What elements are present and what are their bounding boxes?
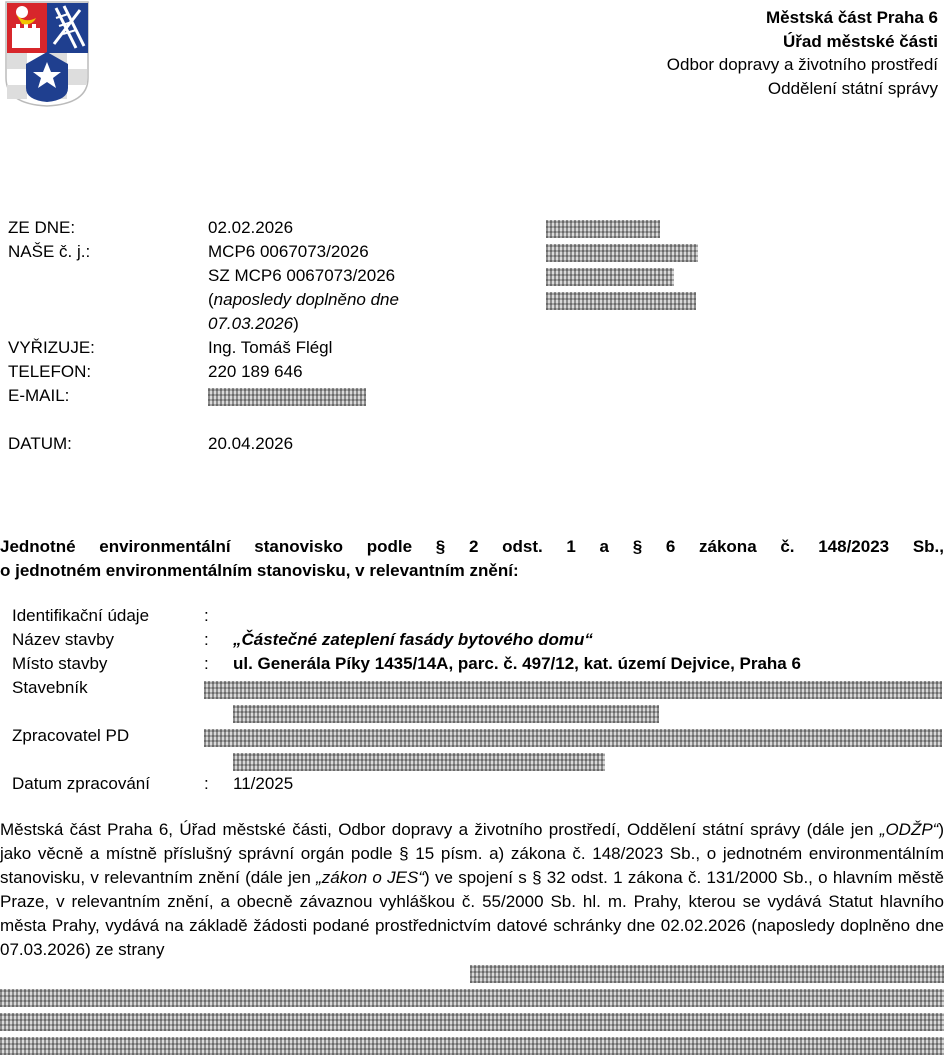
ze-dne-label: ZE DNE: (8, 218, 76, 237)
issuer-name: Městská část Praha 6 (766, 8, 938, 27)
redacted-stavebnik-2 (233, 705, 659, 723)
nase-cj-label: NAŠE č. j.: (8, 242, 91, 261)
paragraph-abbr-jes: „zákon o JES“ (316, 868, 425, 887)
telefon-label: TELEFON: (8, 362, 92, 381)
issuer-department: Odbor dopravy a životního prostředí (666, 55, 938, 74)
doplneno-line2 (208, 312, 299, 336)
redacted-addressee-2 (546, 244, 698, 262)
paragraph-abbr-odzp: „ODŽP“ (879, 820, 939, 839)
issuer-section: Oddělení státní správy (767, 78, 938, 98)
main-paragraph (0, 818, 944, 962)
identifikace-label: Identifikační údaje (12, 606, 150, 625)
coat-of-arms-logo (4, 0, 90, 108)
doplneno-line1 (208, 288, 399, 312)
redacted-email (208, 388, 366, 406)
paragraph-text-1: Městská část Praha 6, Úřad městské části, Odbor dopravy a životního prostředí, Oddělení státní správy (dále jen (0, 820, 880, 839)
paren-close: ) (293, 314, 299, 333)
redacted-zpracovatel-2 (233, 753, 605, 771)
misto-colon: : (204, 654, 209, 673)
redacted-applicant-1 (470, 965, 944, 983)
datum-label: DATUM: (8, 434, 72, 453)
telefon-value: 220 189 646 (208, 362, 303, 381)
nase-cj-value: MCP6 0067073/2026 (208, 242, 369, 261)
redacted-addressee-3 (546, 268, 674, 286)
issuer-office: Úřad městské části (783, 31, 938, 51)
redacted-applicant-3 (0, 1013, 944, 1031)
ze-dne-value: 02.02.2026 (208, 218, 294, 237)
misto-label: Místo stavby (12, 654, 108, 673)
datum-zpracovani-colon: : (204, 774, 209, 793)
misto-value: ul. Generála Píky 1435/14A, parc. č. 497/12, kat. území Dejvice, Praha 6 (233, 654, 801, 673)
nazev-label: Název stavby (12, 630, 115, 649)
stavebnik-label: Stavebník (12, 678, 88, 697)
nazev-value: „Částečné zateplení fasády bytového domu“ (233, 630, 593, 649)
redacted-addressee-1 (546, 220, 660, 238)
datum-zpracovani-value: 11/2025 (233, 774, 294, 793)
nazev-colon: : (204, 630, 209, 649)
redacted-applicant-2 (0, 989, 944, 1007)
identifikace-colon: : (204, 606, 209, 625)
heading-line1: Jednotné environmentální stanovisko podle § 2 odst. 1 a § 6 zákona č. 148/2023 Sb., (0, 537, 944, 556)
email-label: E-MAIL: (8, 386, 70, 405)
heading-line2: o jednotném environmentálním stanovisku, v relevantním znění: (0, 561, 519, 580)
redacted-addressee-4 (546, 292, 696, 310)
sz-cj-value: SZ MCP6 0067073/2026 (208, 266, 396, 285)
redacted-stavebnik-1 (204, 681, 942, 699)
zpracovatel-label: Zpracovatel PD (12, 726, 130, 745)
paren-open: ( (208, 290, 214, 309)
doplneno-date: 07.03.2026 (208, 314, 294, 333)
redacted-zpracovatel-1 (204, 729, 942, 747)
paragraph-text-3: ) ve spojení s § 32 odst. 1 zákona č. 131/2000 Sb., o hlavním městě Praze, v relevantním znění, a obecně závaznou vyhláškou č. 55/2000 Sb. hl. m. Prahy, kterou se vydává Statut hlavního města Prahy, vydává na základě žádosti podané prostřednictvím datové schránky dne 02.02.2026 (naposledy doplněno dne 07.03.2026) ze strany (0, 868, 945, 959)
vyrizuje-label: VYŘIZUJE: (8, 338, 95, 357)
datum-zpracovani-label: Datum zpracování (12, 774, 150, 793)
document-heading (0, 535, 944, 583)
vyrizuje-value: Ing. Tomáš Flégl (208, 338, 333, 357)
redacted-applicant-4 (0, 1037, 944, 1055)
doplneno-text: naposledy doplněno dne (213, 290, 399, 309)
issuer-block (667, 6, 938, 100)
paragraph-text-2: ) jako věcně a místně příslušný správní orgán podle § 15 písm. a) zákona č. 148/2023 Sb., o jednotném environmentálním stanovisku, v relevantním znění (dále jen (0, 820, 944, 887)
datum-value: 20.04.2026 (208, 434, 294, 453)
